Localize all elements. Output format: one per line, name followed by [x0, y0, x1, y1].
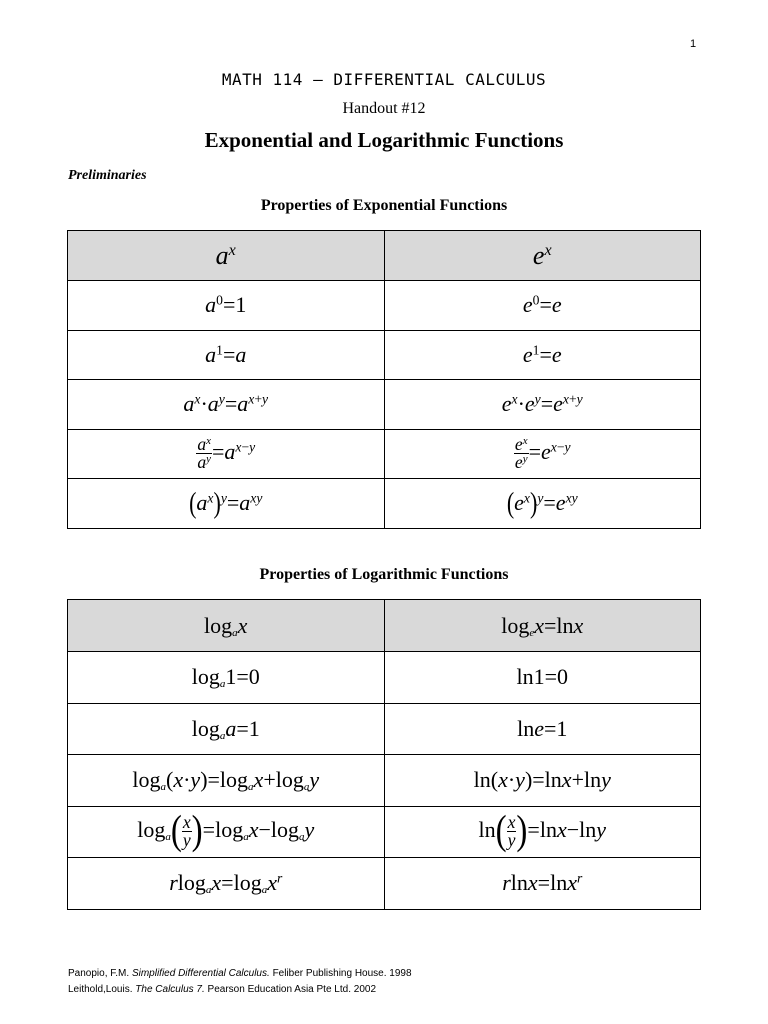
reference-author: Leithold,Louis. — [68, 984, 133, 995]
log-row-2-right: lne=1 — [384, 703, 701, 755]
log-row-3-left: $\log_a(x\cdot y)=\log_ax+\log_ay$ — [68, 755, 385, 807]
exp-row-3-left: $a^x\cdot a^y=a^{x+y}$ — [68, 380, 385, 430]
section-label: Preliminaries — [68, 168, 147, 183]
exp-table-title: Properties of Exponential Functions — [260, 197, 508, 214]
exp-row-4-left: $\frac{a^x}{a^y}$ $=a^{x-y}$ — [68, 429, 385, 479]
log-row-3-right: ln(x·y)=lnx+lny — [384, 755, 701, 807]
exp-row-2-right: $e^1=e$ — [384, 330, 701, 380]
logarithmic-properties-table — [67, 599, 701, 910]
exp-row-3-right: $e^x\cdot e^y=e^{x+y}$ — [384, 380, 701, 430]
handout-label: Handout #12 — [342, 100, 426, 117]
log-row-2-left: $\log_aa=1$ — [68, 703, 385, 755]
reference-title: Simplified Differential Calculus. — [131, 968, 270, 979]
reference-publisher: Feliber Publishing House. 1998 — [272, 968, 412, 979]
reference-title: The Calculus 7. — [135, 984, 205, 995]
exp-header-left: $a^x$ — [68, 231, 385, 281]
exp-row-2-left: $a^1=a$ — [68, 330, 385, 380]
log-header-right: $\log_ex=\ln x$ — [384, 600, 701, 652]
reference-author: Panopio, F.M. — [68, 968, 130, 979]
page-number: 1 — [690, 38, 697, 50]
reference-item — [68, 966, 412, 982]
log-row-5-left: $rlog_ax=\log_ax^r$ — [68, 858, 385, 910]
exp-row-1-left: $a^0=1$ — [68, 281, 385, 331]
log-table-title: Properties of Logarithmic Functions — [259, 566, 509, 583]
exp-row-5-right: $(e^x)^y=e^{xy}$ — [384, 479, 701, 529]
log-row-1-left: $\log_a1=0$ — [68, 652, 385, 704]
exp-row-5-left: $(a^x)^y=a^{xy}$ — [68, 479, 385, 529]
log-row-1-right: ln1=0 — [384, 652, 701, 704]
log-row-4-left: $\log_a$( $\frac{x}{y}$ )$=\log_ax-\log_ay$ — [68, 806, 385, 858]
page-title: Exponential and Logarithmic Functions — [204, 128, 564, 152]
exponential-properties-table — [67, 230, 701, 529]
exp-header-right: $e^x$ — [384, 231, 701, 281]
log-header-left: $\log_ax$ — [68, 600, 385, 652]
reference-publisher: Pearson Education Asia Pte Ltd. 2002 — [207, 984, 376, 995]
reference-item — [68, 982, 412, 998]
exp-row-4-right: $\frac{e^x}{e^y}$ $=e^{x-y}$ — [384, 429, 701, 479]
course-title: MATH 114 – DIFFERENTIAL CALCULUS — [221, 70, 547, 89]
references — [68, 966, 412, 998]
log-row-5-right: rlnx=lnx$^r$ — [384, 858, 701, 910]
log-row-4-right: ln( $\frac{x}{y}$ )=lnx−lny — [384, 806, 701, 858]
exp-row-1-right: $e^0=e$ — [384, 281, 701, 331]
